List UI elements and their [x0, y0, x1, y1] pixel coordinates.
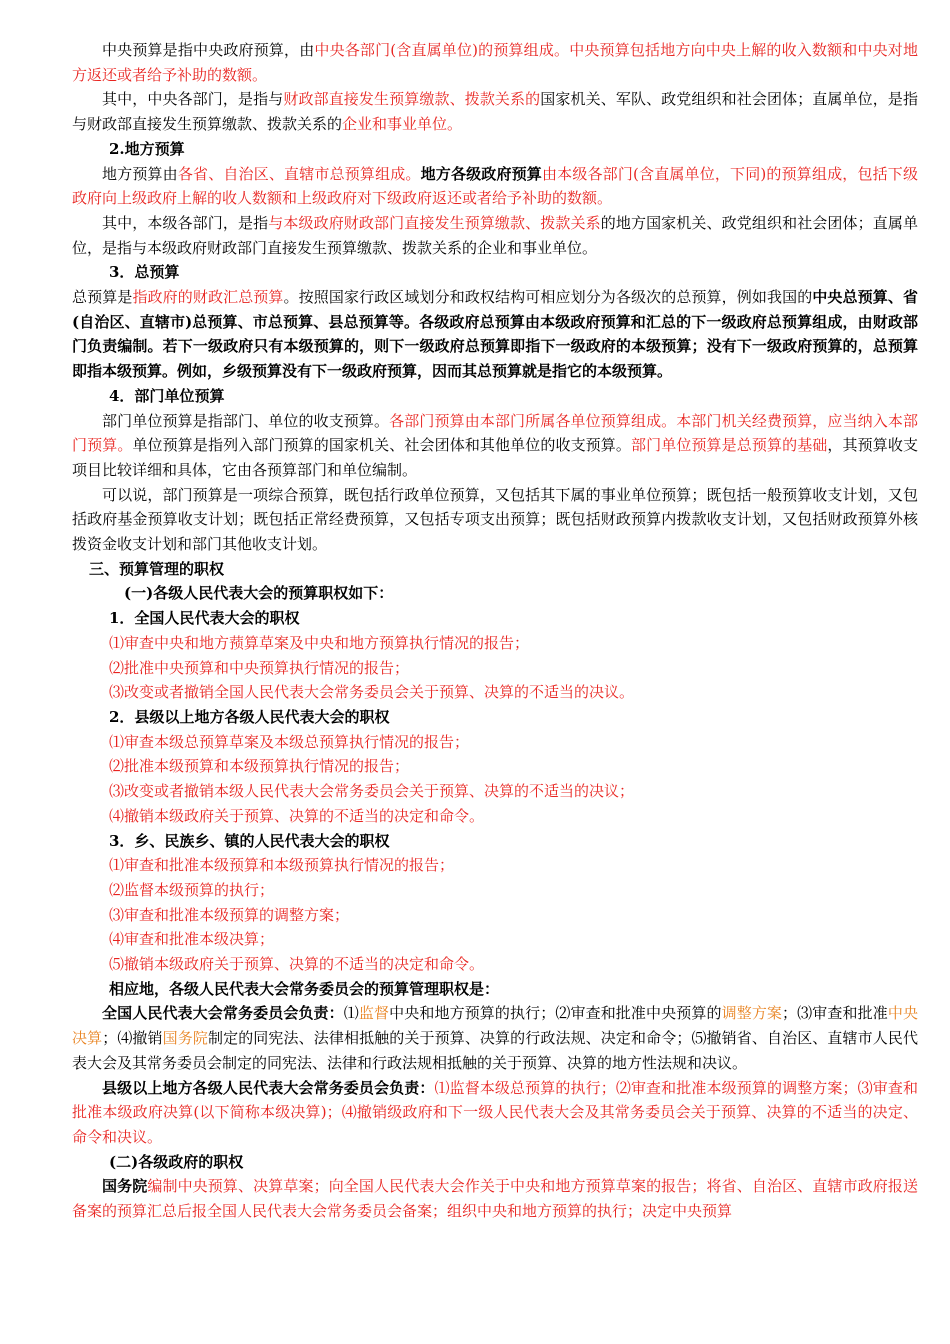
body-paragraph	[72, 1174, 918, 1223]
body-paragraph	[72, 87, 918, 136]
text-run: ⑶改变或者撤销本级人民代表大会常务委员会关于预算、决算的不适当的决议；	[109, 782, 635, 801]
body-paragraph	[72, 1001, 918, 1075]
text-run: (二)各级政府的职权	[109, 1152, 244, 1171]
text-run: ⑵批准中央预算和中央预算执行情况的报告；	[109, 658, 410, 677]
list-item	[72, 952, 918, 977]
text-run: ⑷撤销本级政府关于预算、决算的不适当的决定和命令。	[109, 806, 485, 825]
text-run: ⑸撤销本级政府关于预算、决算的不适当的决定和命令。	[109, 955, 485, 974]
text-run: 中央和地方预算的执行；⑵审查和批准中央预算的	[389, 1004, 722, 1023]
section-heading	[72, 1150, 918, 1175]
section-heading	[72, 260, 918, 285]
text-run: 单位预算是指列入部门预算的国家机关、社会团体和其他单位的收支预算。	[132, 436, 632, 455]
text-run: ⑴	[343, 1004, 359, 1023]
list-item	[72, 853, 918, 878]
text-run: 部门单位预算是总预算的基础	[631, 436, 828, 455]
list-item	[72, 656, 918, 681]
text-run: ；⑷撤销	[102, 1029, 163, 1048]
text-run: 。按照国家行政区域划分和政权结构可相应划分为各级次的总预算，例如我国的	[283, 288, 813, 307]
text-run: 国务院	[162, 1029, 208, 1048]
text-run: 3．总预算	[109, 263, 180, 282]
text-run: ；⑶审查和批准	[782, 1004, 888, 1023]
text-run: ⑵监督本级预算的执行；	[109, 880, 275, 899]
text-run: 2.地方预算	[109, 139, 185, 158]
list-item	[72, 754, 918, 779]
body-paragraph	[72, 1076, 918, 1150]
list-item	[72, 927, 918, 952]
text-run: 县级以上地方各级人民代表大会常务委员会负责：	[102, 1078, 435, 1097]
list-item	[72, 680, 918, 705]
text-run: 企业和事业单位。	[342, 115, 463, 134]
text-run: 全国人民代表大会常务委员会负责：	[102, 1004, 344, 1023]
text-run: 国家机关、军队、政党组织和社会团体；直属单位，是指与财政部直接发生预算缴款、拨款关系的	[72, 90, 918, 134]
text-run: 财政部直接发生预算缴款、拨款关系的	[283, 90, 541, 109]
section-heading	[72, 384, 918, 409]
list-item	[72, 779, 918, 804]
text-run: 部门单位预算是指部门、单位的收支预算。	[102, 411, 390, 430]
text-run: 其中，本级各部门，是指	[102, 213, 269, 232]
section-heading	[72, 606, 918, 631]
body-paragraph	[72, 38, 918, 87]
text-run: 中央总预算、省(自治区、直辖市)总预算、市总预算、县总预算等。各级政府总预算由本级政府预算和汇总的下一级政府总预算组成，由财政部门负责编制。若下一级政府只有本级预算的，则下一级政府总预算即指下一级政府的本级预算；没有下一级政府预算的，总预算即指本级预算。例如，乡级预算没有下一级政府预算，因而其总预算就是指它的本级预算。	[72, 288, 918, 381]
list-item	[72, 903, 918, 928]
text-run: 由本级各部门(含直属单位，下同)的预算组成，包括下级政府向上级政府上解的收人数额和上级政府对下级政府返还或者给予补助的数额。	[72, 164, 918, 208]
text-run: ⑴监督本级总预算的执行；⑵审查和批准本级预算的调整方案；⑶审查和批准本级政府决算(以下简称本级决算)；⑷撤销级政府和下一级人民代表大会及其常务委员会关于预算、决算的不适当的决定、命令和决议。	[72, 1078, 918, 1146]
text-run: ，其预算收支项目比较详细和具体，它由各预算部门和单位编制。	[72, 436, 918, 479]
body-paragraph	[72, 483, 918, 557]
list-item	[72, 804, 918, 829]
text-run: 的地方国家机关、政党组织和社会团体；直属单位，是指与本级政府财政部门直接发生预算缴款、拨款关系的企业和事业单位。	[72, 213, 918, 257]
body-paragraph	[72, 285, 918, 384]
text-run: ⑶改变或者撤销全国人民代表大会常务委员会关于预算、决算的不适当的决议。	[109, 683, 635, 702]
list-item	[72, 631, 918, 656]
text-run: 1．全国人民代表大会的职权	[109, 609, 300, 628]
section-heading	[72, 581, 918, 606]
text-run: 中央决算	[72, 1004, 918, 1048]
text-run: 地方预算由	[102, 164, 178, 183]
text-run: ⑷审查和批准本级决算；	[109, 930, 275, 949]
text-run: (一)各级人民代表大会的预算职权如下：	[124, 584, 394, 603]
section-heading	[72, 557, 918, 582]
text-run: 编制中央预算、决算草案；向全国人民代表大会作关于中央和地方预算草案的报告；将省、自治区、直辖市政府报送备案的预算汇总后报全国人民代表大会常务委员会备案；组织中央和地方预算的执行；决定中央预算	[72, 1177, 918, 1221]
text-run: 中央各部门(含直属单位)的预算组成。中央预算包括地方向中央上解的收入数额和中央对地方返还或者给予补助的数额。	[72, 41, 918, 84]
text-run: ⑶审查和批准本级预算的调整方案；	[109, 905, 350, 924]
section-heading	[72, 829, 918, 854]
text-run: ⑴审查中央和地方蓣算草案及中央和地方预算执行情况的报告；	[109, 633, 530, 652]
text-run: 各部门预算由本部门所属各单位预算组成。本部门机关经费预算，应当纳入本部门预算。	[72, 411, 918, 455]
section-heading	[72, 705, 918, 730]
text-run: 制定的同宪法、法律相抵触的关于预算、决算的行政法规、决定和命令；⑸撤销省、自治区、直辖市人民代表大会及其常务委员会制定的同宪法、法律和行政法规相抵触的关于预算、决算的地方性法规和决议。	[72, 1029, 918, 1072]
text-run: 4．部门单位预算	[109, 386, 225, 405]
text-run: 相应地，各级人民代表大会常务委员会的预算管理职权是：	[109, 979, 500, 998]
text-run: ⑵批准本级预算和本级预算执行情况的报告；	[109, 757, 410, 776]
section-heading	[72, 137, 918, 162]
text-run: ⑴审查和批准本级预算和本级预算执行情况的报告；	[109, 856, 455, 875]
text-run: 其中，中央各部门，是指与	[102, 90, 284, 109]
list-item	[72, 730, 918, 755]
body-paragraph	[72, 409, 918, 483]
text-run: 调整方案	[721, 1004, 783, 1023]
text-run: 3．乡、民族乡、镇的人民代表大会的职权	[109, 831, 390, 850]
text-run: 可以说，部门预算是一项综合预算，既包括行政单位预算，又包括其下属的事业单位预算；既包括一般预算收支计划，又包括政府基金预算收支计划；既包括正常经费预算，又包括专项支出预算；既包括财政预算内拨款收支计划，又包括财政预算外核拨资金收支计划和部门其他收支计划。	[72, 485, 918, 554]
body-paragraph	[72, 162, 918, 211]
list-item	[72, 878, 918, 903]
text-run: 监督	[358, 1004, 390, 1023]
document-page	[72, 38, 918, 1224]
body-paragraph	[72, 211, 918, 260]
text-run: ⑴审查本级总预算草案及本级总预算执行情况的报告；	[109, 732, 470, 751]
text-run: 地方各级政府预算	[420, 164, 542, 183]
text-run: 中央预算是指中央政府预算，由	[102, 41, 315, 59]
section-heading	[72, 977, 918, 1002]
text-run: 国务院	[102, 1177, 148, 1196]
text-run: 三、预算管理的职权	[89, 559, 225, 578]
text-run: 2．县级以上地方各级人民代表大会的职权	[109, 707, 390, 726]
text-run: 与本级政府财政部门直接发生预算缴款、拨款关系	[268, 213, 601, 232]
text-run: 各省、自治区、直辖市总预算组成。	[177, 164, 421, 183]
text-run: 总预算是	[72, 288, 133, 307]
text-run: 指政府的财政汇总预算	[132, 288, 284, 307]
